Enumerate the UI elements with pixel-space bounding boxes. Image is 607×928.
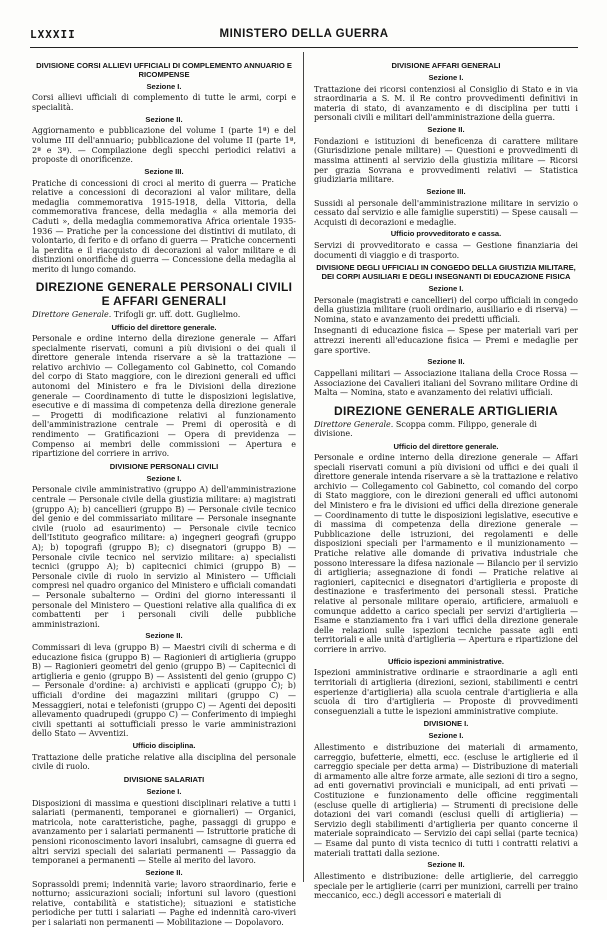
paragraph: Personale e ordine interno della direzione generale — Affari speciali riservati comuni a più divisioni od uffici e dei quali il direttore generale intenda riservare a sè la trattazione e relativo archivio — Collegamento col Gabinetto, col comando del corpo di Stato maggiore, con le direzioni generali ed uffici autonomi del Ministero e fra le divisioni ed uffici della direzione generale — Coordinamento di tutte le disposizioni legislative, esecutive e di massima di competenza della direzione generale — Pubblicazione delle istruzioni, dei regolamenti e delle disposizioni speciali per l'armamento e il munizionamento — Pratiche relative alle domande di privativa industriale che possono interessare la difesa nazionale — Bilancio per il servizio di artiglieria; assegnazione di fondi — Pratiche relative ai ragionieri, capitecnici e disegnatori d'artiglieria e proposte di destinazione e trasferimento dei personali stessi. Pratiche relative al personale militare operaio, artificiere, armaiuoli e comunque addetto a carico speciali per servizi d'artiglieria — Esame e stanziamento fra i vari uffici della direzione generale delle relazioni sulle ispezioni tecniche passate agli enti territoriali e alle unità d'artiglieria — Apertura e ripartizione del corriere in arrivo. bbox=[314, 453, 578, 654]
paragraph: Commissari di leva (gruppo B) — Maestri civili di scherma e di educazione fisica (gruppo B) — Ragionieri di artiglieria (gruppo B) — Ragionieri geometri del genio (gruppo B) — Capitecnici di artiglieria e genio (gruppo B) — Assistenti del genio (gruppo C) — Personale d'ordine: a) archivisti e applicati (gruppo C); b) ufficiali d'ordine dei magazzini militari (gruppo C) — Messaggieri, notai e telefonisti (gruppo C) — Agenti dei depositi allevamento quadrupedi (gruppo C) — Conferimento di impieghi civili spettanti ai sottufficiali presso le varie amministrazioni dello Stato — Avventizi. bbox=[32, 643, 296, 739]
subsection-title: Sezione II. bbox=[427, 357, 465, 367]
column-divider bbox=[303, 52, 304, 882]
subsection-title: Ufficio disciplina. bbox=[132, 741, 196, 751]
paragraph: Aggiornamento e pubblicazione del volume I (parte 1ª) e del volume III dell'annuario; pubblicazione del volume II (parte 1ª, 2ª e 3ª). — Compilazione degli specchi periodici relativi a proposte di onorificenze. bbox=[32, 126, 296, 165]
paragraph: Allestimento e distribuzione dei materiali di armamento, carreggio, bufetterie, elmetti, ecc. (escluse le artiglierie ed il carreggio speciale per detta arma) — Distribuzione di materiali di armamento alle altre forze armate, alle sezioni di tiro a segno, ad enti governativi provinciali e municipali, ad enti privati — Costituzione e funzionamento delle officine reggimentali (escluse quelle di artiglieria) — Strumenti di precisione delle dotazioni dei vari comandi (esclusi quelli di artiglieria) — Servizio degli stabilimenti d'artiglieria per quanto concerne il materiale sopraindicato — Servizio dei capi sellai (parte tecnica) — Esame dal punto di vista tecnico di tutti i contratti relativi a materiali trattati dalla sezione. bbox=[314, 743, 578, 858]
paragraph: Cappellani militari — Associazione italiana della Croce Rossa — Associazione dei Cavalieri italiani del Sovrano militare Ordine di Malta — Nomina, stato e avanzamento dei relativi ufficiali. bbox=[314, 369, 578, 398]
paragraph: Allestimento e distribuzione: delle artiglierie, del carreggio speciale per le artiglierie (carri per munizioni, carrelli per traino meccanico, ecc.) degli accessori e materiali di bbox=[314, 871, 578, 901]
paragraph: Fondazioni e istituzioni di beneficenza di carattere militare (Giurisdizione penale militare) — Questioni e provvedimenti di massima attinenti al servizio della giustizia militare — Ricorsi per grazia Sovrana e provvedimenti relativi — Statistica giudiziaria militare. bbox=[314, 136, 578, 185]
subsection-title: Sezione II. bbox=[427, 860, 465, 870]
paragraph: Personale civile amministrativo (gruppo A) dell'amministrazione centrale — Personale civile della giustizia militare: a) magistrati (gruppo A); b) cancellieri (gruppo B) — Personale civile tecnico del genio e del commissariato militare — Personale insegnante civile (ruolo ad esaurimento) — Personale civile tecnico dell'Istituto geografico militare: a) ingegneri geografi (gruppo A); b) topografi (gruppo B); c) disegnatori (gruppo B) — Personale civile tecnico nel servizio militare: a) specialisti tecnici (gruppo A); b) capitecnici chimici (gruppo B) — Personale civile di ruolo in servizio al Ministero — Ufficiali compresi nel quadro organico del Ministero e ufficiali comandati — Personale subalterno — Ordini del giorno interessanti il personale del Ministero — Questioni relative alla qualifica di ex combattenti per i personali civili delle pubbliche amministrazioni. bbox=[32, 485, 296, 629]
subsection-title: Ufficio provveditorato e cassa. bbox=[390, 229, 502, 239]
director-line bbox=[32, 310, 296, 320]
subsection-title: Sezione II. bbox=[427, 124, 465, 134]
section-heading: DIVISIONE SALARIATI bbox=[123, 775, 205, 785]
office-title: Ufficio del direttore generale. bbox=[111, 323, 217, 333]
paragraph: Trattazione delle pratiche relative alla disciplina del personale civile di ruolo. bbox=[32, 752, 296, 772]
subsection-title: Sezione II. bbox=[145, 114, 183, 124]
subsection-title: Sezione I. bbox=[428, 731, 464, 741]
header-rule bbox=[30, 47, 578, 48]
paragraph: Insegnanti di educazione fisica — Spese per materiali vari per attrezzi inerenti all'educazione fisica — Premi e medaglie per gare sportive. bbox=[314, 326, 578, 355]
subsection-title: Sezione II. bbox=[145, 867, 183, 877]
director-label: Direttore Generale. bbox=[32, 310, 112, 320]
director-line bbox=[314, 420, 578, 439]
paragraph: Soprassoldi premi; indennità varie; lavoro straordinario, ferie e notturno; assicurazioni sociali; infortuni sul lavoro (questioni relative, contabilità e statistiche); situazioni e statistiche periodiche per tutti i salariati — Paghe ed indennità caro-viveri per i salariati non permanenti — Mobilitazione — Dopolavoro. bbox=[32, 879, 296, 927]
paragraph: Trattazione dei ricorsi contenziosi al Consiglio di Stato e in via straordinaria a S. M. il Re contro provvedimenti definitivi in materia di stato, di avanzamento e di disciplina per tutti i personali civili e militari dell'amministrazione della guerra. bbox=[314, 84, 578, 123]
section-heading: DIVISIONE PERSONALI CIVILI bbox=[109, 461, 219, 471]
subsection-title: Sezione I. bbox=[146, 473, 182, 483]
subsection-title: Sezione II. bbox=[145, 631, 183, 641]
paragraph: Personale (magistrati e cancellieri) del corpo ufficiali in congedo della giustizia militare (ruoli ordinario, ausiliario e di riserva) — Nomina, stato e avanzamento dei predetti ufficiali. bbox=[314, 295, 578, 324]
subsection-title: Sezione I. bbox=[146, 81, 182, 91]
page-number: LXXXII bbox=[30, 28, 76, 41]
paragraph: Disposizioni di massima e questioni disciplinari relative a tutti i salariati (permanenti, temporanei e giornalieri) — Organici, matricola, note caratteristiche, paghe, passaggi di gruppo e avanzamento per i salariati permanenti — Istruttorie pratiche di pensioni riconoscimento lavori insalubri, camsagne di guerra ed altri servizi speciali dei salariati permanenti — Passaggio da temporanei a permanenti — Stelle al merito del lavoro. bbox=[32, 798, 296, 866]
direction-title: DIREZIONE GENERALE ARTIGLIERIA bbox=[334, 403, 558, 418]
paragraph: Corsi allievi ufficiali di complemento di tutte le armi, corpi e specialità. bbox=[32, 93, 296, 112]
section-heading: DIVISIONE CORSI ALLIEVI UFFICIALI DI COMPLEMENTO ANNUARIO E RICOMPENSE bbox=[36, 61, 292, 79]
director-name: Trifogli gr. uff. dott. Guglielmo. bbox=[113, 310, 241, 320]
paragraph: Pratiche di concessioni di croci al merito di guerra — Pratiche relative a concessioni di decorazioni al valor militare, della medaglia commemorativa 1915-1918, della Vittoria, della commemorativa francese, della medaglia « alla memoria dei Caduti », della medaglia commemorativa Africa orientale 1935-1936 — Pratiche per la concessione dei distintivi di mutilato, di volontario, di ferito e di orfano di guerra — Pratiche concernenti la perdita e il riacquisto di decorazioni al valor militare e di distinzioni onorifiche di guerra — Concessione della medaglia al merito di lungo comando. bbox=[32, 178, 296, 274]
paragraph: Sussidi al personale dell'amministrazione militare in servizio o cessato dal servizio e alle famiglie superstiti) — Spese causali — Acquisti di decorazioni e medaglie. bbox=[314, 198, 578, 227]
page-header bbox=[30, 28, 578, 46]
paragraph: Servizi di provveditorato e cassa — Gestione finanziaria dei documenti di viaggio e di trasporto. bbox=[314, 241, 578, 260]
director-name: Scoppa comm. Filippo, generale di divisione. bbox=[314, 419, 537, 439]
paragraph: Ispezioni amministrative ordinarie e straordinarie a agli enti territoriali di artiglieria (direzioni, sezioni, stabilimenti e centri esperienze d'artiglieria) alla scuola centrale d'artiglieria e alla scuola di tiro d'artiglieria — Proposte di provvedimenti conseguenziali a tutte le ispezioni amministrative compiute. bbox=[314, 668, 578, 716]
section-heading: DIVISIONE DEGLI UFFICIALI IN CONGEDO DELLA GIUSTIZIA MILITARE, DEI CORPI AUSILIARI E DEGLI INSEGNANTI DI EDUCAZIONE FISICA bbox=[316, 263, 576, 282]
subsection-title: Sezione III. bbox=[426, 186, 466, 196]
subsection-title: Sezione I. bbox=[428, 283, 464, 293]
subsection-title: Sezione I. bbox=[428, 72, 464, 82]
section-heading: DIVISIONE I. bbox=[423, 719, 469, 729]
direction-title: DIREZIONE GENERALE PERSONALI CIVILI E AFFARI GENERALI bbox=[35, 280, 293, 309]
office-title: Ufficio ispezioni amministrative. bbox=[387, 657, 505, 667]
left-column bbox=[32, 58, 296, 927]
section-heading: DIVISIONE AFFARI GENERALI bbox=[391, 61, 501, 70]
right-column bbox=[314, 58, 578, 901]
subsection-title: Sezione I. bbox=[146, 786, 182, 796]
director-label: Direttore Generale. bbox=[314, 419, 394, 429]
subsection-title: Sezione III. bbox=[144, 166, 184, 176]
running-title: MINISTERO DELLA GUERRA bbox=[219, 28, 389, 40]
paragraph: Personale e ordine interno della direzione generale — Affari specialmente riservati, comuni a più divisioni o dei quali il direttore generale intenda riservare a sè la trattazione — relativo archivio — Collegamento col Gabinetto, col Comando del corpo di Stato maggiore, con le direzioni generali ed uffici autonomi del Ministero e fra le Divisioni della direzione generale — Coordinamento di tutte le disposizioni legislative, esecutive e di massima di competenza della direzione generale — Progetti di modificazione relativi al funzionamento dell'amministrazione centrale — Premi di operosità e di rendimento — Gratificazioni — Opera di previdenza — Compenso ai membri delle commissioni — Apertura e ripartizione del corriere in arrivo. bbox=[32, 334, 296, 459]
office-title: Ufficio del direttore generale. bbox=[393, 442, 499, 452]
